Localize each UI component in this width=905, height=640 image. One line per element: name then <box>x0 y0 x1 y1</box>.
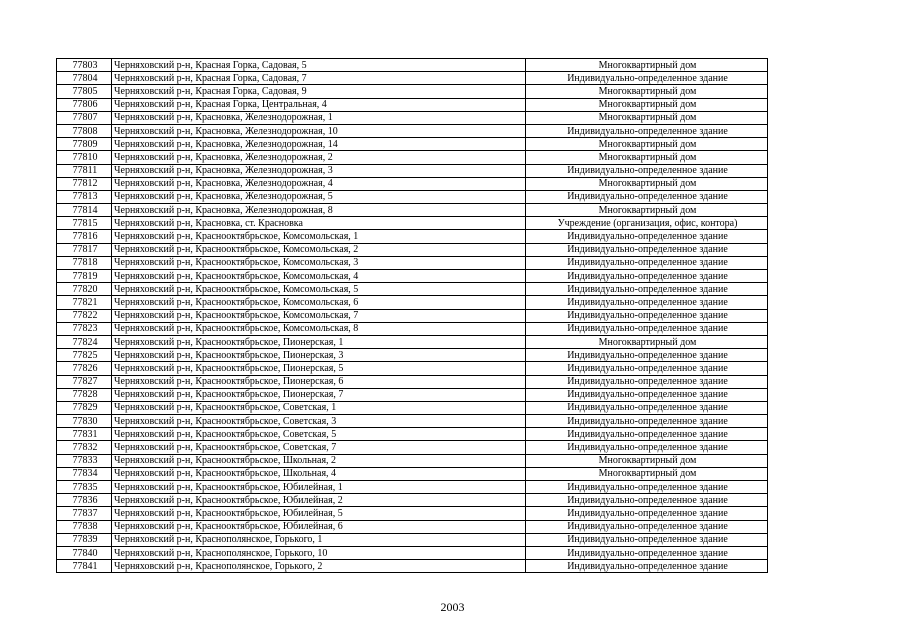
address-cell: Черняховский р-н, Красновка, ст. Красновка <box>112 217 526 230</box>
building-type-cell: Индивидуально-определенное здание <box>526 428 768 441</box>
building-type-cell: Индивидуально-определенное здание <box>526 296 768 309</box>
table-row <box>57 428 768 441</box>
table-row <box>57 177 768 190</box>
record-id: 77809 <box>57 138 112 151</box>
table-row <box>57 111 768 124</box>
address-cell: Черняховский р-н, Краснооктябрьское, Комсомольская, 4 <box>112 270 526 283</box>
record-id: 77808 <box>57 124 112 137</box>
record-id: 77837 <box>57 507 112 520</box>
table-row <box>57 520 768 533</box>
building-type-cell: Индивидуально-определенное здание <box>526 349 768 362</box>
address-cell: Черняховский р-н, Красновка, Железнодорожная, 3 <box>112 164 526 177</box>
address-cell: Черняховский р-н, Краснооктябрьское, Пионерская, 5 <box>112 362 526 375</box>
table-row <box>57 533 768 546</box>
table-row <box>57 309 768 322</box>
record-id: 77828 <box>57 388 112 401</box>
table-row <box>57 335 768 348</box>
table-row <box>57 190 768 203</box>
record-id: 77831 <box>57 428 112 441</box>
page-number: 2003 <box>440 600 465 614</box>
address-cell: Черняховский р-н, Красновка, Железнодорожная, 4 <box>112 177 526 190</box>
record-id: 77840 <box>57 546 112 559</box>
building-type-cell: Индивидуально-определенное здание <box>526 124 768 137</box>
record-id: 77818 <box>57 256 112 269</box>
table-row <box>57 296 768 309</box>
address-cell: Черняховский р-н, Краснооктябрьское, Комсомольская, 8 <box>112 322 526 335</box>
record-id: 77836 <box>57 494 112 507</box>
address-cell: Черняховский р-н, Краснооктябрьское, Пионерская, 3 <box>112 349 526 362</box>
table-row <box>57 467 768 480</box>
address-cell: Черняховский р-н, Краснооктябрьское, Пионерская, 6 <box>112 375 526 388</box>
table-row <box>57 362 768 375</box>
building-type-cell: Индивидуально-определенное здание <box>526 560 768 573</box>
record-id: 77838 <box>57 520 112 533</box>
address-cell: Черняховский р-н, Краснооктябрьское, Пионерская, 1 <box>112 335 526 348</box>
table-row <box>57 283 768 296</box>
building-type-cell: Индивидуально-определенное здание <box>526 256 768 269</box>
building-type-cell: Индивидуально-определенное здание <box>526 494 768 507</box>
address-cell: Черняховский р-н, Краснооктябрьское, Советская, 7 <box>112 441 526 454</box>
building-type-cell: Многоквартирный дом <box>526 454 768 467</box>
table-row <box>57 138 768 151</box>
table-row <box>57 230 768 243</box>
record-id: 77806 <box>57 98 112 111</box>
building-type-cell: Индивидуально-определенное здание <box>526 415 768 428</box>
table-row <box>57 124 768 137</box>
record-id: 77841 <box>57 560 112 573</box>
address-cell: Черняховский р-н, Красная Горка, Садовая, 9 <box>112 85 526 98</box>
table-row <box>57 164 768 177</box>
building-type-cell: Индивидуально-определенное здание <box>526 230 768 243</box>
table-row <box>57 388 768 401</box>
building-type-cell: Индивидуально-определенное здание <box>526 441 768 454</box>
record-id: 77833 <box>57 454 112 467</box>
building-type-cell: Индивидуально-определенное здание <box>526 164 768 177</box>
record-id: 77827 <box>57 375 112 388</box>
building-type-cell: Индивидуально-определенное здание <box>526 283 768 296</box>
table-row <box>57 98 768 111</box>
building-type-cell: Многоквартирный дом <box>526 151 768 164</box>
table-row <box>57 59 768 72</box>
address-cell: Черняховский р-н, Краснооктябрьское, Комсомольская, 6 <box>112 296 526 309</box>
table-row <box>57 217 768 230</box>
building-type-cell: Индивидуально-определенное здание <box>526 190 768 203</box>
building-type-cell: Индивидуально-определенное здание <box>526 72 768 85</box>
address-cell: Черняховский р-н, Краснооктябрьское, Школьная, 4 <box>112 467 526 480</box>
table-row <box>57 441 768 454</box>
table-row <box>57 72 768 85</box>
table-row <box>57 349 768 362</box>
address-cell: Черняховский р-н, Краснооктябрьское, Юбилейная, 1 <box>112 481 526 494</box>
record-id: 77832 <box>57 441 112 454</box>
table-row <box>57 243 768 256</box>
address-cell: Черняховский р-н, Красновка, Железнодорожная, 2 <box>112 151 526 164</box>
address-cell: Черняховский р-н, Красная Горка, Садовая, 5 <box>112 59 526 72</box>
record-id: 77812 <box>57 177 112 190</box>
building-type-cell: Многоквартирный дом <box>526 467 768 480</box>
address-cell: Черняховский р-н, Красновка, Железнодорожная, 5 <box>112 190 526 203</box>
record-id: 77822 <box>57 309 112 322</box>
address-cell: Черняховский р-н, Краснооктябрьское, Комсомольская, 3 <box>112 256 526 269</box>
record-id: 77834 <box>57 467 112 480</box>
table-row <box>57 415 768 428</box>
record-id: 77839 <box>57 533 112 546</box>
building-type-cell: Индивидуально-определенное здание <box>526 520 768 533</box>
record-id: 77813 <box>57 190 112 203</box>
address-cell: Черняховский р-н, Краснополянское, Горького, 1 <box>112 533 526 546</box>
building-type-cell: Многоквартирный дом <box>526 85 768 98</box>
building-type-cell: Индивидуально-определенное здание <box>526 270 768 283</box>
table-row <box>57 151 768 164</box>
record-id: 77804 <box>57 72 112 85</box>
building-type-cell: Многоквартирный дом <box>526 59 768 72</box>
address-cell: Черняховский р-н, Красновка, Железнодорожная, 14 <box>112 138 526 151</box>
building-type-cell: Индивидуально-определенное здание <box>526 507 768 520</box>
address-cell: Черняховский р-н, Красновка, Железнодорожная, 10 <box>112 124 526 137</box>
address-cell: Черняховский р-н, Краснооктябрьское, Советская, 1 <box>112 401 526 414</box>
address-cell: Черняховский р-н, Краснооктябрьское, Комсомольская, 7 <box>112 309 526 322</box>
building-type-cell: Индивидуально-определенное здание <box>526 309 768 322</box>
address-cell: Черняховский р-н, Краснооктябрьское, Советская, 3 <box>112 415 526 428</box>
table-row <box>57 256 768 269</box>
building-type-cell: Индивидуально-определенное здание <box>526 481 768 494</box>
building-type-cell: Многоквартирный дом <box>526 335 768 348</box>
address-cell: Черняховский р-н, Красновка, Железнодорожная, 8 <box>112 204 526 217</box>
table-row <box>57 481 768 494</box>
record-id: 77814 <box>57 204 112 217</box>
table-row <box>57 85 768 98</box>
address-table-body <box>57 59 768 573</box>
building-type-cell: Индивидуально-определенное здание <box>526 243 768 256</box>
address-cell: Черняховский р-н, Краснополянское, Горького, 10 <box>112 546 526 559</box>
table-row <box>57 401 768 414</box>
record-id: 77811 <box>57 164 112 177</box>
building-type-cell: Индивидуально-определенное здание <box>526 388 768 401</box>
record-id: 77835 <box>57 481 112 494</box>
table-row <box>57 546 768 559</box>
table-row <box>57 454 768 467</box>
address-cell: Черняховский р-н, Красная Горка, Садовая, 7 <box>112 72 526 85</box>
record-id: 77820 <box>57 283 112 296</box>
record-id: 77830 <box>57 415 112 428</box>
record-id: 77823 <box>57 322 112 335</box>
address-cell: Черняховский р-н, Красная Горка, Центральная, 4 <box>112 98 526 111</box>
building-type-cell: Многоквартирный дом <box>526 98 768 111</box>
table-row <box>57 507 768 520</box>
building-type-cell: Индивидуально-определенное здание <box>526 533 768 546</box>
address-cell: Черняховский р-н, Краснооктябрьское, Школьная, 2 <box>112 454 526 467</box>
record-id: 77815 <box>57 217 112 230</box>
table-row <box>57 375 768 388</box>
record-id: 77810 <box>57 151 112 164</box>
address-cell: Черняховский р-н, Краснополянское, Горького, 2 <box>112 560 526 573</box>
building-type-cell: Индивидуально-определенное здание <box>526 375 768 388</box>
building-type-cell: Многоквартирный дом <box>526 177 768 190</box>
record-id: 77829 <box>57 401 112 414</box>
address-cell: Черняховский р-н, Краснооктябрьское, Юбилейная, 6 <box>112 520 526 533</box>
address-cell: Черняховский р-н, Краснооктябрьское, Комсомольская, 1 <box>112 230 526 243</box>
table-row <box>57 494 768 507</box>
record-id: 77807 <box>57 111 112 124</box>
building-type-cell: Индивидуально-определенное здание <box>526 546 768 559</box>
record-id: 77821 <box>57 296 112 309</box>
building-type-cell: Индивидуально-определенное здание <box>526 322 768 335</box>
address-cell: Черняховский р-н, Краснооктябрьское, Советская, 5 <box>112 428 526 441</box>
table-row <box>57 204 768 217</box>
table-row <box>57 270 768 283</box>
address-cell: Черняховский р-н, Краснооктябрьское, Комсомольская, 5 <box>112 283 526 296</box>
building-type-cell: Индивидуально-определенное здание <box>526 362 768 375</box>
record-id: 77816 <box>57 230 112 243</box>
record-id: 77803 <box>57 59 112 72</box>
address-cell: Черняховский р-н, Красновка, Железнодорожная, 1 <box>112 111 526 124</box>
record-id: 77819 <box>57 270 112 283</box>
address-cell: Черняховский р-н, Краснооктябрьское, Пионерская, 7 <box>112 388 526 401</box>
address-cell: Черняховский р-н, Краснооктябрьское, Комсомольская, 2 <box>112 243 526 256</box>
address-table <box>56 58 768 573</box>
building-type-cell: Многоквартирный дом <box>526 204 768 217</box>
table-row <box>57 560 768 573</box>
record-id: 77817 <box>57 243 112 256</box>
record-id: 77825 <box>57 349 112 362</box>
building-type-cell: Индивидуально-определенное здание <box>526 401 768 414</box>
record-id: 77805 <box>57 85 112 98</box>
building-type-cell: Многоквартирный дом <box>526 138 768 151</box>
record-id: 77826 <box>57 362 112 375</box>
record-id: 77824 <box>57 335 112 348</box>
table-row <box>57 322 768 335</box>
building-type-cell: Учреждение (организация, офис, контора) <box>526 217 768 230</box>
address-cell: Черняховский р-н, Краснооктябрьское, Юбилейная, 5 <box>112 507 526 520</box>
building-type-cell: Многоквартирный дом <box>526 111 768 124</box>
address-cell: Черняховский р-н, Краснооктябрьское, Юбилейная, 2 <box>112 494 526 507</box>
